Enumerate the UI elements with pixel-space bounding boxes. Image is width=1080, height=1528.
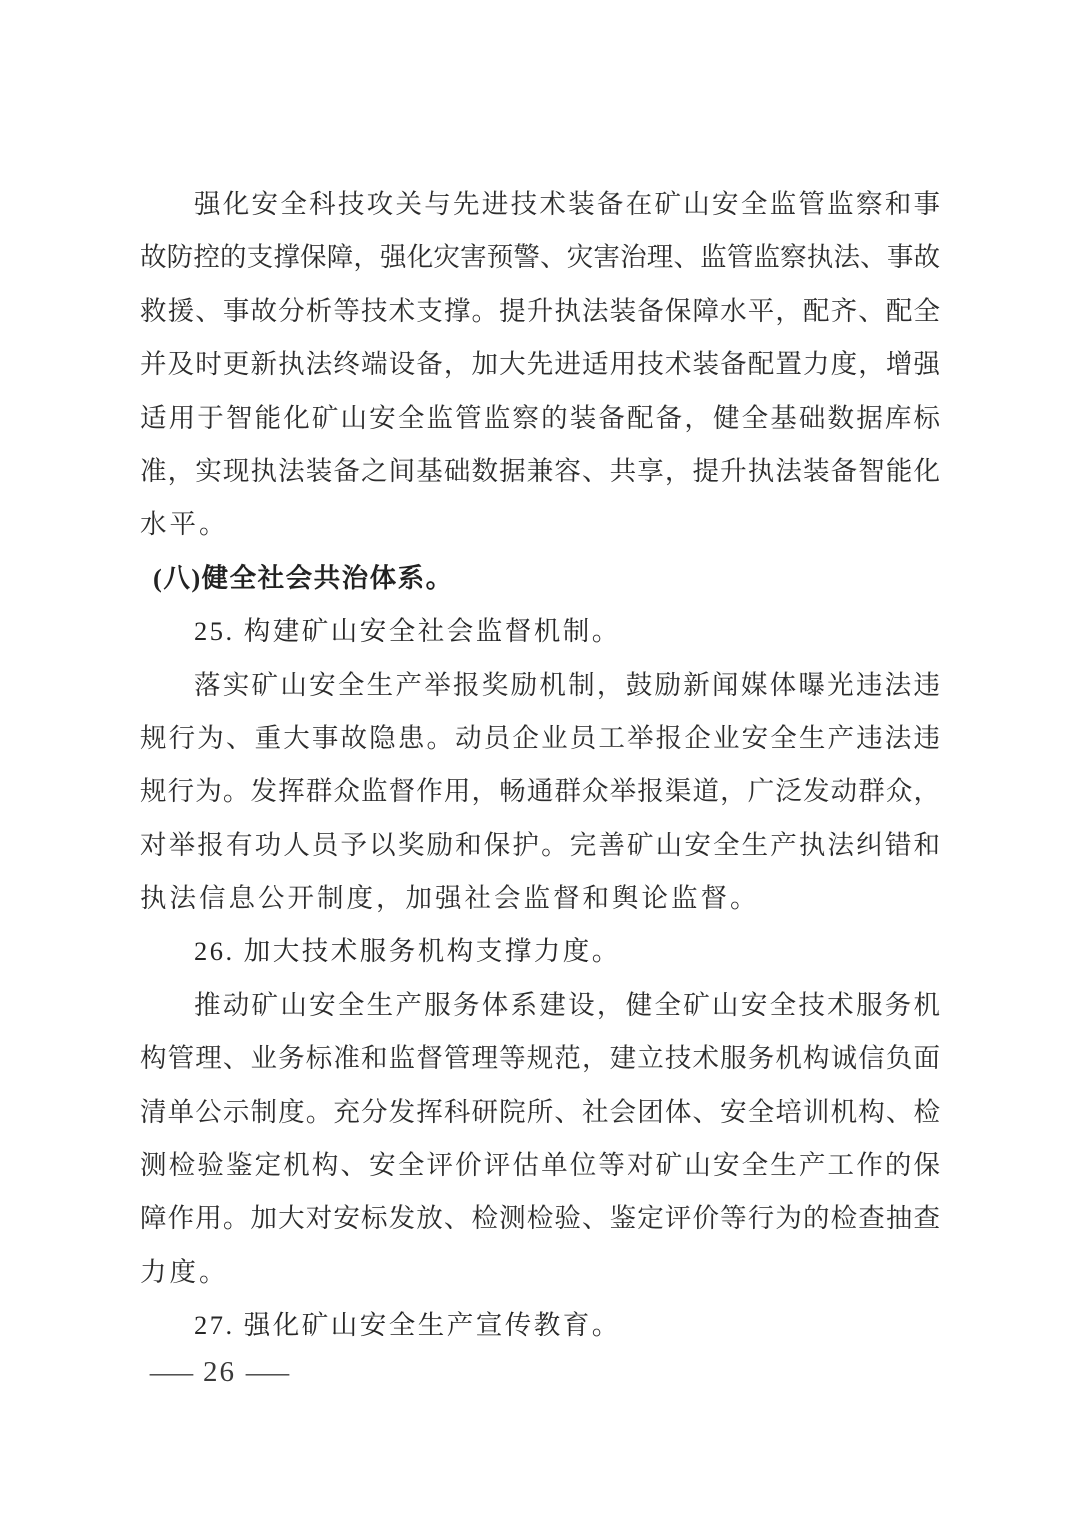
paragraph-line: 对举报有功人员予以奖励和保护。完善矿山安全生产执法纠错和 bbox=[140, 829, 940, 860]
paragraph-line: 适用于智能化矿山安全监管监察的装备配备，健全基础数据库标 bbox=[140, 402, 940, 433]
paragraph-line: 力度。 bbox=[140, 1256, 229, 1287]
paragraph-line: 故防控的支撑保障，强化灾害预警、灾害治理、监管监察执法、事故 bbox=[140, 242, 940, 273]
page-footer bbox=[149, 1352, 290, 1392]
item-heading: 27. 强化矿山安全生产宣传教育。 bbox=[194, 1310, 621, 1341]
paragraph-line: 障作用。加大对安标发放、检测检验、鉴定评价等行为的检查抽查 bbox=[140, 1203, 940, 1234]
item-heading: 26. 加大技术服务机构支撑力度。 bbox=[194, 936, 621, 967]
paragraph-line: 规行为。发挥群众监督作用，畅通群众举报渠道，广泛发动群众， bbox=[140, 776, 940, 807]
paragraph-line: 并及时更新执法终端设备，加大先进适用技术装备配置力度，增强 bbox=[140, 349, 940, 380]
paragraph-line: 准，实现执法装备之间基础数据兼容、共享，提升执法装备智能化 bbox=[140, 455, 940, 486]
paragraph-line: 救援、事故分析等技术支撑。提升执法装备保障水平，配齐、配全 bbox=[140, 295, 940, 326]
footer-dash-right: — bbox=[245, 1356, 290, 1387]
paragraph-line: 强化安全科技攻关与先进技术装备在矿山安全监管监察和事 bbox=[194, 189, 940, 219]
paragraph-line: 规行为、重大事故隐患。动员企业员工举报企业安全生产违法违 bbox=[140, 722, 940, 753]
paragraph-line: 测检验鉴定机构、安全评价评估单位等对矿山安全生产工作的保 bbox=[140, 1150, 940, 1181]
item-heading: 25. 构建矿山安全社会监督机制。 bbox=[194, 616, 621, 647]
paragraph-line: 构管理、业务标准和监督管理等规范，建立技术服务机构诚信负面 bbox=[140, 1043, 940, 1074]
paragraph-line: 落实矿山安全生产举报奖励机制，鼓励新闻媒体曝光违法违 bbox=[194, 669, 940, 700]
footer-dash-left: — bbox=[149, 1356, 194, 1387]
document-body bbox=[140, 178, 940, 1353]
page-number: 26 bbox=[203, 1355, 236, 1388]
paragraph-line: 水平。 bbox=[140, 509, 229, 540]
paragraph-line: 执法信息公开制度，加强社会监督和舆论监督。 bbox=[140, 883, 760, 914]
paragraph-line: 推动矿山安全生产服务体系建设，健全矿山安全技术服务机 bbox=[194, 989, 940, 1020]
paragraph-line: 清单公示制度。充分发挥科研院所、社会团体、安全培训机构、检 bbox=[140, 1096, 940, 1127]
section-heading: (八)健全社会共治体系。 bbox=[153, 562, 454, 593]
